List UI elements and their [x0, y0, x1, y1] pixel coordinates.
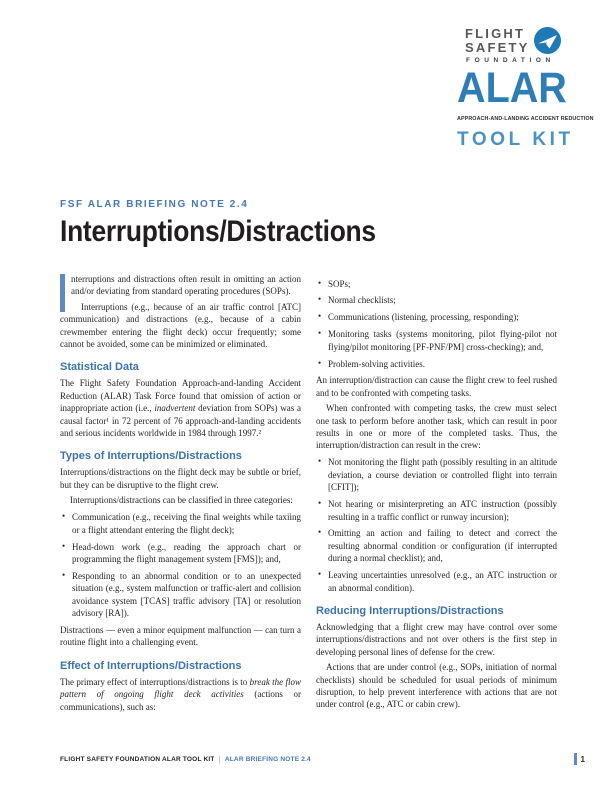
- bullet-text: Leaving uncertainties unresolved (e.g., an ATC instruction or an abnormal condition).: [328, 570, 557, 593]
- bullet-icon: •: [318, 569, 322, 580]
- bullet-icon: •: [318, 456, 322, 467]
- paragraph: [60, 624, 301, 649]
- bullet-text: Normal checklists;: [328, 295, 396, 306]
- bullet-item: [316, 358, 557, 370]
- paragraph-text: Distractions — even a minor equipment malfunction — can turn a routine flight into a challenging event.: [60, 624, 301, 648]
- bullet-text: Head-down work (e.g., reading the approach chart or programming the flight management system [FMS]); and,: [72, 541, 301, 564]
- paragraph: [60, 466, 301, 491]
- bullet-item: [60, 511, 301, 536]
- paragraph: [316, 621, 557, 658]
- dropcap-initial: [60, 274, 65, 312]
- paragraph-text: nterruptions and distractions often result in omitting an action and/or deviating from standard operating procedures (SOPs).: [71, 274, 301, 297]
- bullet-icon: •: [318, 277, 322, 288]
- bullet-text: Communications (listening, processing, responding);: [328, 312, 519, 323]
- flight-safety-text: [465, 27, 529, 54]
- bullet-item: [60, 541, 301, 566]
- bullet-text: Monitoring tasks (systems monitoring, pilot flying-pilot not flying/pilot monitoring [PF-PNF/PM] cross-checking); and,: [328, 329, 557, 352]
- paragraph: [316, 402, 557, 452]
- section-heading: Reducing Interruptions/Distractions: [316, 604, 504, 617]
- paragraph-text: Acknowledging that a flight crew may have control over some interruptions/distractions and not over others is the first step in developing personal lines of defense for the crew.: [316, 621, 557, 657]
- body-columns: [60, 273, 557, 716]
- flight-safety-line1: FLIGHT: [465, 26, 526, 41]
- right-column: [316, 273, 557, 716]
- bullet-icon: •: [318, 311, 322, 322]
- alar-wordmark: ALAR: [457, 64, 567, 112]
- paper-plane-icon: [534, 27, 561, 54]
- footer-left: [60, 755, 311, 764]
- bullet-item: [316, 328, 557, 353]
- footer-separator: |: [218, 754, 221, 764]
- paragraph-text: Interruptions (e.g., because of an air traffic control [ATC] communication) and distractions (e.g., because of a cabin crewmember entering the flight deck) occur frequently; some cannot be avoided, some can be minimized or eliminated.: [60, 301, 301, 350]
- bullet-icon: •: [62, 569, 66, 580]
- bullet-text: Not hearing or misinterpreting an ATC instruction (possibly resulting in a traffic conflict or runway incursion);: [328, 499, 557, 522]
- bullet-icon: •: [318, 527, 322, 538]
- footer-note: ALAR BRIEFING NOTE 2.4: [224, 755, 311, 763]
- bullet-icon: •: [318, 328, 322, 339]
- section-heading: Types of Interruptions/Distractions: [60, 450, 242, 463]
- bullet-item: [316, 294, 557, 306]
- bullet-text: Communication (e.g., receiving the final weights while taxiing or a flight attendant entering the flight deck);: [72, 512, 301, 535]
- bullet-icon: •: [318, 294, 322, 305]
- page-number-bar: [574, 753, 577, 765]
- paragraph-text: An interruption/distraction can cause the flight crew to feel rushed and to be confronted with competing tasks.: [316, 375, 557, 398]
- bullet-text: Problem-solving activities.: [328, 358, 425, 369]
- bullet-item: [316, 456, 557, 493]
- bullet-icon: •: [318, 498, 322, 509]
- briefing-note-kicker: FSF ALAR BRIEFING NOTE 2.4: [60, 199, 249, 210]
- foundation-label: FOUNDATION: [466, 57, 555, 64]
- bullet-text: Responding to an abnormal condition or to an unexpected situation (e.g., system malfunction or traffic-alert and collision avoidance system [TCAS] traffic advisory [TA] or resolution advisory [RA]).: [72, 570, 301, 619]
- left-column: [60, 273, 301, 716]
- paragraph: [60, 273, 301, 298]
- paragraph: [60, 494, 301, 506]
- bullet-text: SOPs;: [328, 278, 351, 289]
- toolkit-wordmark: TOOL KIT: [457, 129, 574, 150]
- alar-tagline: APPROACH-AND-LANDING ACCIDENT REDUCTION: [457, 116, 594, 122]
- paragraph-text: When confronted with competing tasks, the crew must select one task to perform before another task, which can result in poor results in one or more of the completed tasks. Thus, the interruption/distraction can result in the crew:: [316, 403, 557, 451]
- paragraph-text: Actions that are under control (e.g., SOPs, initiation of normal checklists) should be scheduled for usual periods of minimum disruption, to help prevent interference with actions that are not under control (e.g., ATC or cabin crew).: [316, 662, 557, 710]
- paragraph-text: Interruptions/distractions can be classified in three categories:: [70, 495, 293, 506]
- page-number: 1: [580, 754, 585, 764]
- bullet-item: [316, 278, 557, 290]
- bullet-item: [316, 311, 557, 323]
- section-heading: Statistical Data: [60, 361, 139, 374]
- paragraph-text: The Flight Safety Foundation Approach-and-landing Accident Reduction (ALAR) Task Force found that omission of action or inappropriate action (i.e., inadvertent deviation from SOPs) was a causal factor¹ in 72 percent of 76 approach-and-landing accidents and serious incidents worldwide in 1984 through 1997.²: [60, 378, 301, 439]
- page-title: Interruptions/Distractions: [60, 215, 376, 248]
- bullet-item: [316, 569, 557, 594]
- bullet-item: [316, 527, 557, 564]
- footer-brand: FLIGHT SAFETY FOUNDATION ALAR TOOL KIT: [60, 755, 215, 763]
- bullet-icon: •: [62, 511, 66, 522]
- page-footer: [60, 753, 585, 765]
- paragraph: [60, 676, 301, 713]
- bullet-text: Omitting an action and failing to detect and correct the resulting abnormal condition or configuration (if interrupted during a normal checklist); and,: [328, 528, 557, 564]
- paragraph: [60, 301, 301, 351]
- paragraph: [316, 661, 557, 711]
- paragraph: [60, 377, 301, 439]
- paragraph: [316, 374, 557, 399]
- bullet-text: Not monitoring the flight path (possibly resulting in an altitude deviation, a course deviation or controlled flight into terrain [CFIT]);: [328, 457, 557, 493]
- paragraph-text: Interruptions/distractions on the flight deck may be subtle or brief, but they can be disruptive to the flight crew.: [60, 467, 301, 490]
- page-number-block: [574, 753, 585, 765]
- flight-safety-wordmark: [457, 27, 575, 54]
- section-heading: Effect of Interruptions/Distractions: [60, 659, 242, 672]
- flight-safety-line2: SAFETY: [465, 39, 530, 55]
- paragraph-text: The primary effect of interruptions/distractions is to break the flow pattern of ongoing flight deck activities (actions or communications), such as:: [60, 676, 301, 712]
- bullet-item: [316, 498, 557, 523]
- bullet-icon: •: [318, 357, 322, 368]
- fsf-alar-logo: [457, 26, 594, 151]
- bullet-icon: •: [62, 540, 66, 551]
- bullet-item: [60, 570, 301, 620]
